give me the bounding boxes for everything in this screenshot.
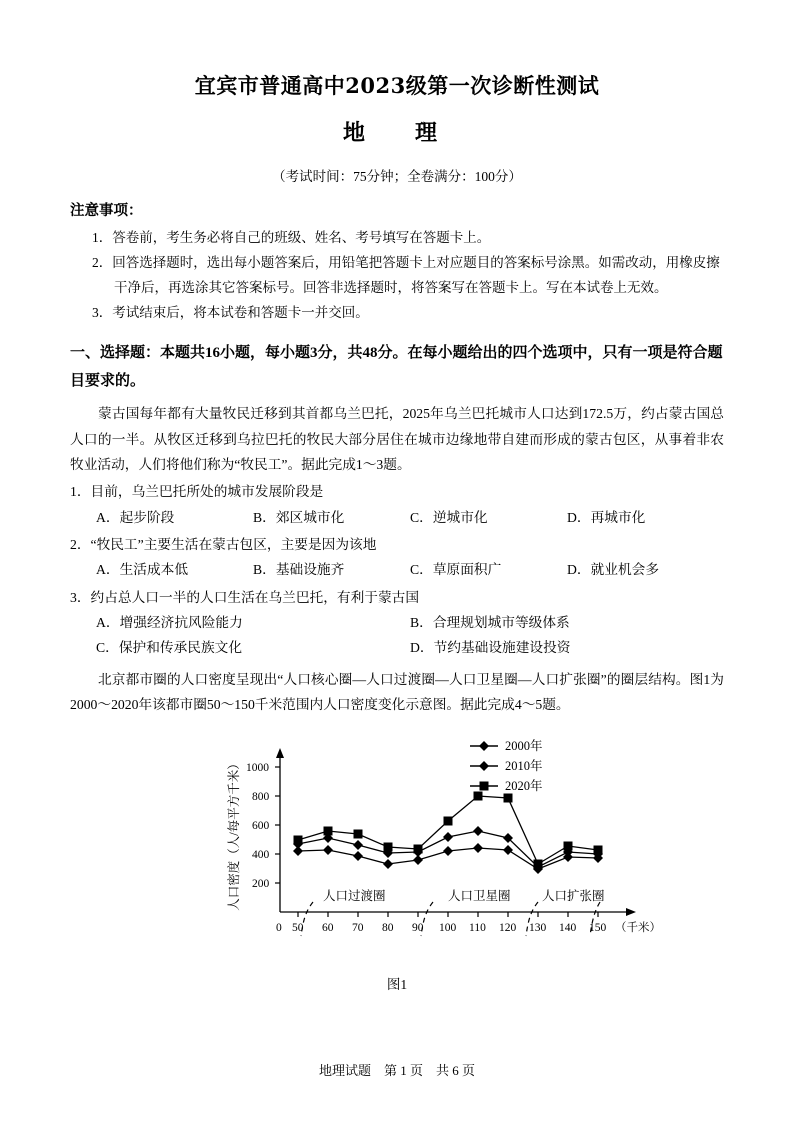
zone-label-expansion: 人口扩张圈 <box>542 888 605 903</box>
option-b[interactable]: B．合理规划城市等级体系 <box>410 615 570 631</box>
option-d[interactable]: D．节约基础设施建设投资 <box>410 640 571 656</box>
question-2-options <box>70 557 724 582</box>
xaxis-label: （千米） <box>615 921 661 934</box>
xtick-80: 80 <box>382 921 394 934</box>
notice-heading: 注意事项： <box>70 203 143 219</box>
xtick-120: 120 <box>499 921 517 934</box>
question-3-options-row2 <box>70 635 724 660</box>
xtick-140: 140 <box>559 921 577 934</box>
xtick-70: 70 <box>352 921 364 934</box>
legend-label-2010: 2010年 <box>505 758 543 773</box>
question-1-stem: 1．目前，乌兰巴托所处的城市发展阶段是 <box>70 484 324 500</box>
question-2-stem: 2．“牧民工”主要生活在蒙古包区，主要是因为该地 <box>70 537 377 553</box>
ytick-600: 600 <box>252 819 270 832</box>
question-3-stem: 3．约占总人口一半的人口生活在乌兰巴托，有利于蒙古国 <box>70 589 420 605</box>
list-item: 3．考试结束后，将本试卷和答题卡一并交回。 <box>92 304 369 320</box>
population-density-chart <box>70 724 724 974</box>
figure-1 <box>70 724 724 992</box>
list-item: 1．答卷前，考生务必将自己的班级、姓名、考号填写在答题卡上。 <box>92 230 491 245</box>
xtick-50: 50 <box>292 921 304 934</box>
option-a[interactable]: A．生活成本低 <box>96 562 189 578</box>
xtick-110: 110 <box>469 921 486 934</box>
xtick-60: 60 <box>322 921 334 934</box>
xtick-150: 150 <box>589 921 607 934</box>
zone-label-transition: 人口过渡圈 <box>323 888 386 903</box>
question-1-options <box>70 505 724 530</box>
zone-label-satellite: 人口卫星圈 <box>448 888 511 903</box>
passage-one: 蒙古国每年都有大量牧民迁移到其首都乌兰巴托，2025年乌兰巴托城市人口达到172.5万，约占蒙古国总人口的一半。从牧区迁移到乌拉巴托的牧民大部分居住在城市边缘地带自建而形成的蒙古包区，从事着非农牧业活动，人们将他们称为“牧民工”。据此完成1～3题。 <box>70 406 724 473</box>
question-3-options-row1 <box>70 610 724 635</box>
option-c[interactable]: C．保护和传承民族文化 <box>96 640 243 656</box>
xtick-130: 130 <box>529 921 547 934</box>
option-b[interactable]: B．基础设施齐 <box>253 562 345 578</box>
section-one-heading: 一、选择题：本题共16小题，每小题3分，共48分。在每小题给出的四个选项中，只有一项是符合题目要求的。 <box>70 344 723 389</box>
passage-two: 北京都市圈的人口密度呈现出“人口核心圈—人口过渡圈—人口卫星圈—人口扩张圈”的圈层结构。图1为2000～2020年该都市圈50～150千米范围内人口密度变化示意图。据此完成4～5题。 <box>70 671 724 713</box>
ytick-200: 200 <box>252 877 270 890</box>
option-d[interactable]: D．再城市化 <box>567 509 646 525</box>
yaxis-label: 人口密度（人/每平方千米） <box>227 756 241 911</box>
list-item: 2．回答选择题时，选出每小题答案后，用铅笔把答题卡上对应题目的答案标号涂黑。如需改动，用橡皮擦干净后，再选涂其它答案标号。回答非选择题时，将答案写在答题卡上。写在本试卷上无效。 <box>92 254 720 295</box>
option-a[interactable]: A．起步阶段 <box>96 509 175 525</box>
subject-title: 地 理 <box>342 120 451 146</box>
option-c[interactable]: C．逆城市化 <box>410 509 488 525</box>
chart-legend <box>470 738 543 793</box>
page-title: 宜宾市普通高中2023级第一次诊断性测试 <box>194 73 600 98</box>
option-a[interactable]: A．增强经济抗风险能力 <box>96 615 243 631</box>
ytick-1000: 1000 <box>246 761 269 774</box>
xtick-0: 0 <box>276 921 282 934</box>
page-footer: 地理试题 第 1 页 共 6 页 <box>318 1063 475 1078</box>
option-d[interactable]: D．就业机会多 <box>567 562 660 578</box>
legend-label-2020: 2020年 <box>505 778 543 793</box>
option-b[interactable]: B．郊区城市化 <box>253 509 345 525</box>
series-2000 <box>293 843 603 874</box>
chart-axes <box>246 748 661 934</box>
series-2020 <box>294 791 603 868</box>
xtick-90: 90 <box>412 921 424 934</box>
notice-list <box>70 226 724 326</box>
ytick-400: 400 <box>252 848 270 861</box>
xtick-100: 100 <box>439 921 457 934</box>
exam-info: （考试时间：75分钟；全卷满分：100分） <box>272 169 522 184</box>
legend-label-2000: 2000年 <box>505 738 543 753</box>
figure-caption: 图1 <box>386 976 408 992</box>
ytick-800: 800 <box>252 790 270 803</box>
option-c[interactable]: C．草原面积广 <box>410 562 502 578</box>
